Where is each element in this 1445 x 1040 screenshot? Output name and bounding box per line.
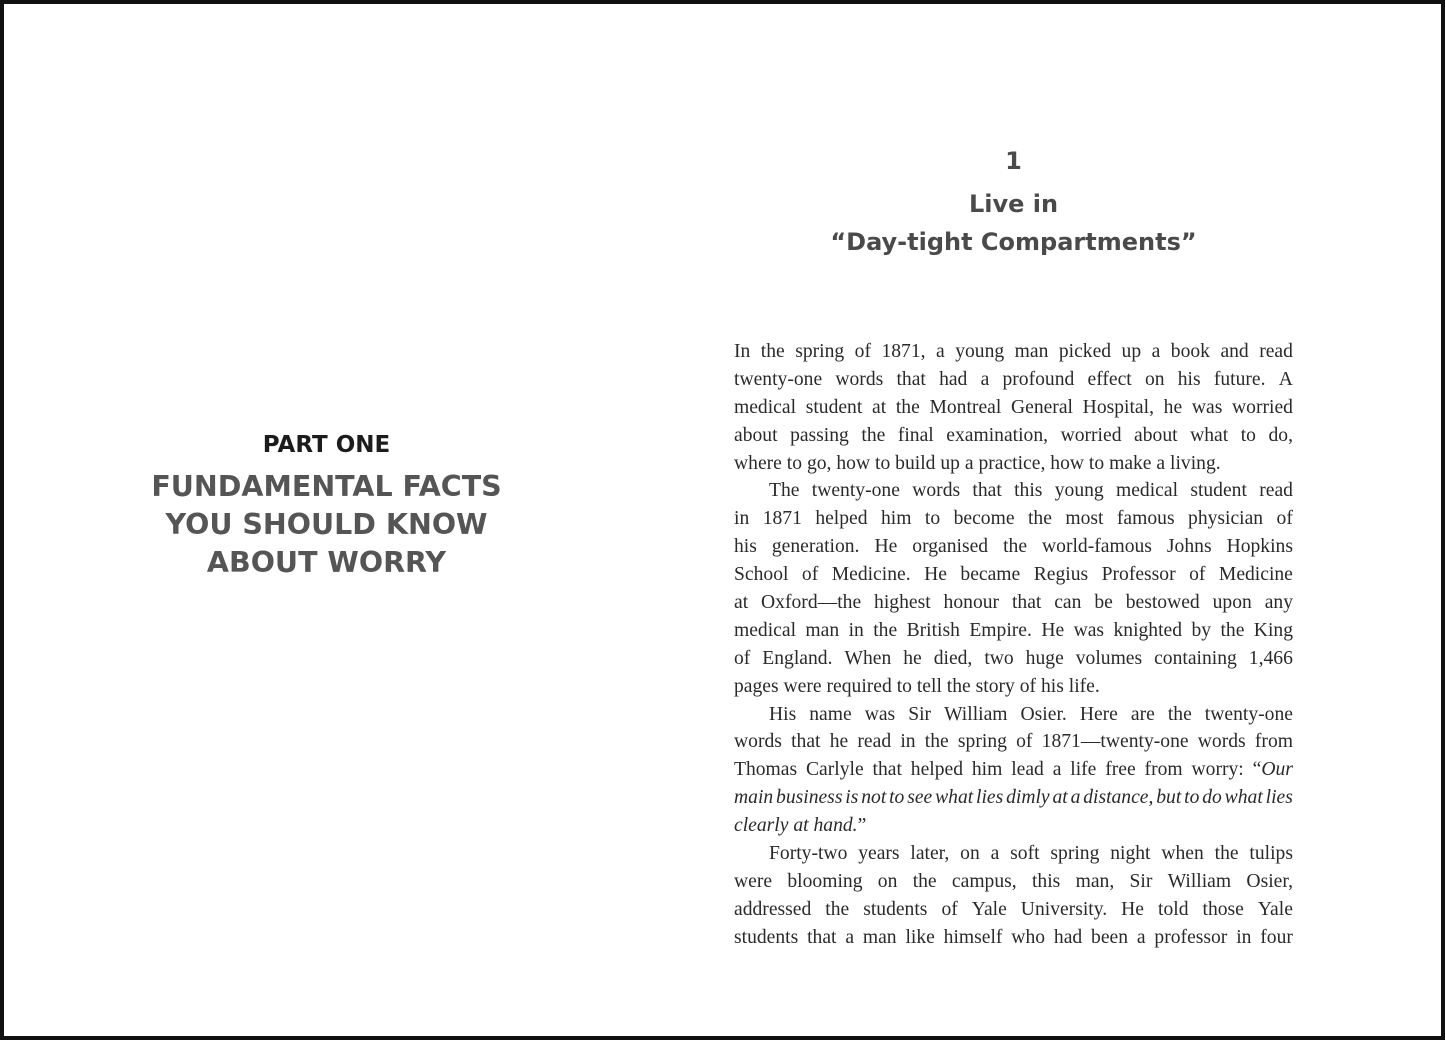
body-line: The twenty-one words that this young medical student read <box>769 480 1293 502</box>
chapter-title-line: “Day-tight Compartments” <box>830 228 1197 256</box>
body-line: His name was Sir William Osier. Here are the twenty-one <box>769 703 1293 725</box>
part-title <box>114 468 539 582</box>
body-line: pages were required to tell the story of his life. <box>734 675 1100 697</box>
body-line: students that a man like himself who had been a professor in four <box>734 926 1293 948</box>
chapter-title-line: Live in <box>968 190 1059 218</box>
body-line: his generation. He organised the world-famous Johns Hopkins <box>734 536 1293 558</box>
body-line: of England. When he died, two huge volumes containing 1,466 <box>734 647 1293 669</box>
body-line: words that he read in the spring of 1871—twenty-one words from <box>734 731 1293 753</box>
body-line: In the spring of 1871, a young man picked up a book and read <box>734 341 1293 362</box>
body-line: twenty-one words that had a profound effect on his future. A <box>734 368 1293 390</box>
body-line: main business is not to see what lies dimly at a distance, but to do what lies <box>734 787 1293 809</box>
part-title-line: FUNDAMENTAL FACTS <box>151 470 502 503</box>
body-line: medical man in the British Empire. He was knighted by the King <box>734 619 1293 641</box>
body-line: about passing the final examination, worried about what to do, <box>734 424 1293 446</box>
part-heading <box>114 428 539 582</box>
part-title-line: ABOUT WORRY <box>206 546 447 579</box>
part-title-line: YOU SHOULD KNOW <box>165 508 488 541</box>
chapter-title <box>734 185 1293 261</box>
part-label: PART ONE <box>262 432 391 458</box>
body-line: where to go, how to build up a practice, how to make a living. <box>734 452 1221 474</box>
body-line: Forty-two years later, on a soft spring night when the tulips <box>769 843 1293 865</box>
body-line: medical student at the Montreal General Hospital, he was worried <box>734 396 1293 418</box>
body-line: in 1871 helped him to become the most famous physician of <box>734 508 1293 530</box>
body-line: Thomas Carlyle that helped him lead a life free from worry: “Our <box>734 759 1293 781</box>
body-line: clearly at hand.” <box>734 815 867 837</box>
body-line: addressed the students of Yale University. He told those Yale <box>734 898 1293 920</box>
body-line: were blooming on the campus, this man, Sir William Osier, <box>734 870 1293 892</box>
body-line: School of Medicine. He became Regius Professor of Medicine <box>734 564 1293 586</box>
body-line: at Oxford—the highest honour that can be bestowed upon any <box>734 592 1293 614</box>
chapter-body-text <box>734 338 1293 952</box>
chapter-heading <box>734 142 1293 261</box>
chapter-number: 1 <box>1005 147 1022 175</box>
